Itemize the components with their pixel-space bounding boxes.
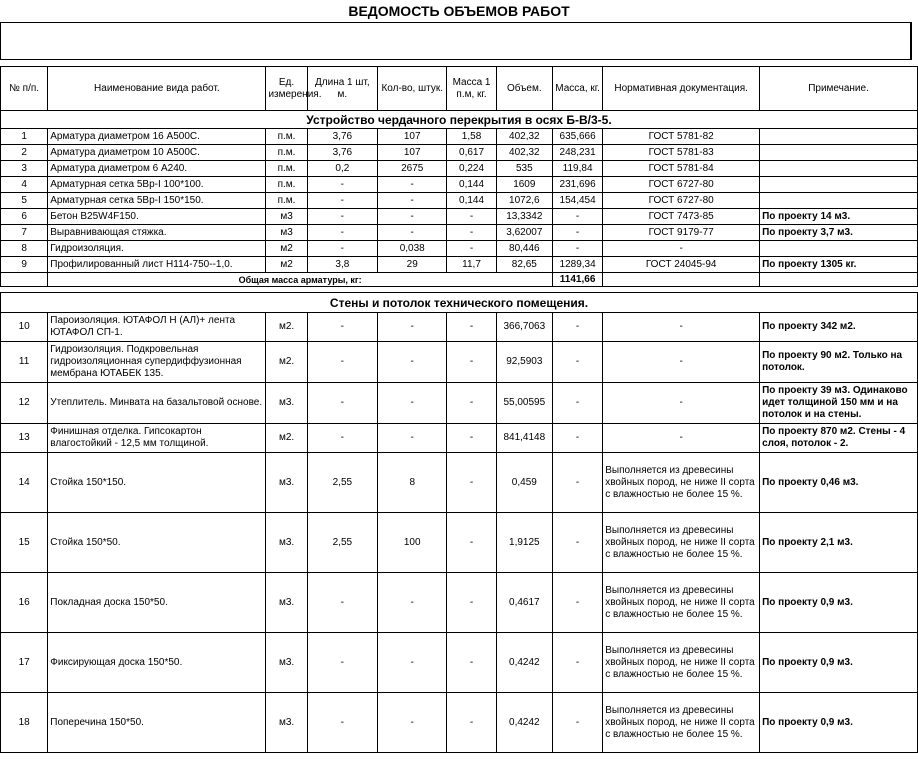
table-row: [1, 383, 918, 424]
cell-unit[interactable]: п.м.: [266, 193, 307, 209]
cell-norm[interactable]: -: [603, 342, 760, 383]
cell-mass[interactable]: -: [552, 633, 602, 693]
cell-unit[interactable]: м2.: [266, 424, 307, 453]
table-row: [1, 633, 918, 693]
cell-num[interactable]: 2: [1, 145, 48, 161]
cell-norm[interactable]: ГОСТ 5781-83: [603, 145, 760, 161]
cell-volume[interactable]: 3,62007: [496, 225, 552, 241]
cell-unit[interactable]: м3.: [266, 383, 307, 424]
cell-volume[interactable]: 402,32: [496, 145, 552, 161]
cell-qty[interactable]: -: [378, 313, 447, 342]
header-mass1: Масса 1 п.м, кг.: [447, 67, 496, 111]
cell-mass1[interactable]: -: [447, 209, 496, 225]
cell-qty[interactable]: -: [378, 573, 447, 633]
cell-unit[interactable]: м3.: [266, 513, 307, 573]
cell-length[interactable]: -: [307, 177, 377, 193]
cell-num[interactable]: 10: [1, 313, 48, 342]
cell-volume[interactable]: 80,446: [496, 241, 552, 257]
section-header: [1, 293, 918, 313]
total-row: [1, 273, 918, 287]
cell-note[interactable]: По проекту 0,46 м3.: [760, 453, 918, 513]
cell-qty[interactable]: 2675: [378, 161, 447, 177]
cell-volume[interactable]: 82,65: [496, 257, 552, 273]
cell-length[interactable]: 0,2: [307, 161, 377, 177]
cell-mass[interactable]: 231,696: [552, 177, 602, 193]
header-num: № п/п.: [1, 67, 48, 111]
cell-norm[interactable]: ГОСТ 6727-80: [603, 193, 760, 209]
table-row: [1, 209, 918, 225]
table-row: [1, 145, 918, 161]
total-value[interactable]: 1141,66: [552, 273, 602, 287]
cell-mass1[interactable]: 11,7: [447, 257, 496, 273]
cell-qty[interactable]: 107: [378, 129, 447, 145]
page-title: ВЕДОМОСТЬ ОБЪЕМОВ РАБОТ: [348, 3, 570, 19]
cell-volume[interactable]: 0,459: [496, 453, 552, 513]
cell-unit[interactable]: м2.: [266, 313, 307, 342]
cell-norm[interactable]: ГОСТ 5781-84: [603, 161, 760, 177]
cell-norm[interactable]: -: [603, 424, 760, 453]
blank-merged-cell[interactable]: [0, 22, 912, 60]
table-row: [1, 129, 918, 145]
cell-length[interactable]: 3,8: [307, 257, 377, 273]
table-row: [1, 193, 918, 209]
cell-name[interactable]: Гидроизоляция.: [48, 241, 266, 257]
cell-note[interactable]: По проекту 0,9 м3.: [760, 573, 918, 633]
cell-mass1[interactable]: 1,58: [447, 129, 496, 145]
cell-mass1[interactable]: -: [447, 313, 496, 342]
cell-norm[interactable]: Выполняется из древесины хвойных пород, не ниже II сорта с влажностью не более 15 %.: [603, 453, 760, 513]
table-row: [1, 453, 918, 513]
cell-volume[interactable]: 92,5903: [496, 342, 552, 383]
cell-norm[interactable]: -: [603, 313, 760, 342]
cell-mass1[interactable]: -: [447, 453, 496, 513]
cell-qty[interactable]: -: [378, 693, 447, 753]
cell-qty[interactable]: -: [378, 424, 447, 453]
cell-note[interactable]: По проекту 3,7 м3.: [760, 225, 918, 241]
cell-unit[interactable]: м2: [266, 257, 307, 273]
cell-unit[interactable]: п.м.: [266, 145, 307, 161]
total-spacer: [1, 273, 48, 287]
cell-name[interactable]: Гидроизоляция. Подкровельная гидроизоляционная супердиффузионная мембрана ЮТАБЕК 135.: [48, 342, 266, 383]
cell-mass[interactable]: 154,454: [552, 193, 602, 209]
cell-name[interactable]: Выравнивающая стяжка.: [48, 225, 266, 241]
cell-qty[interactable]: -: [378, 225, 447, 241]
cell-unit[interactable]: м2: [266, 241, 307, 257]
cell-mass[interactable]: -: [552, 241, 602, 257]
cell-length[interactable]: -: [307, 241, 377, 257]
cell-volume[interactable]: 13,3342: [496, 209, 552, 225]
cell-num[interactable]: 7: [1, 225, 48, 241]
cell-mass[interactable]: -: [552, 225, 602, 241]
cell-mass1[interactable]: -: [447, 241, 496, 257]
cell-mass[interactable]: -: [552, 453, 602, 513]
cell-volume[interactable]: 1609: [496, 177, 552, 193]
cell-note[interactable]: [760, 129, 918, 145]
section-header: [1, 111, 918, 129]
cell-note[interactable]: По проекту 1305 кг.: [760, 257, 918, 273]
cell-name[interactable]: Профилированный лист Н114-750--1,0.: [48, 257, 266, 273]
cell-num[interactable]: 11: [1, 342, 48, 383]
cell-norm[interactable]: Выполняется из древесины хвойных пород, не ниже II сорта с влажностью не более 15 %.: [603, 513, 760, 573]
cell-mass[interactable]: -: [552, 383, 602, 424]
cell-qty[interactable]: -: [378, 383, 447, 424]
cell-mass1[interactable]: -: [447, 383, 496, 424]
header-norm: Нормативная документация.: [603, 67, 760, 111]
total-empty-norm: [603, 273, 760, 287]
cell-volume[interactable]: 1072,6: [496, 193, 552, 209]
cell-num[interactable]: 14: [1, 453, 48, 513]
cell-length[interactable]: -: [307, 633, 377, 693]
section-title: Устройство чердачного перекрытия в осях Б-В/3-5.: [1, 111, 918, 129]
table-row: [1, 513, 918, 573]
cell-num[interactable]: 18: [1, 693, 48, 753]
cell-qty[interactable]: 107: [378, 145, 447, 161]
cell-mass[interactable]: -: [552, 342, 602, 383]
cell-num[interactable]: 13: [1, 424, 48, 453]
cell-unit[interactable]: м3.: [266, 693, 307, 753]
cell-length[interactable]: 3,76: [307, 129, 377, 145]
table-row: [1, 177, 918, 193]
cell-name[interactable]: Стойка 150*150.: [48, 453, 266, 513]
cell-mass1[interactable]: 0,144: [447, 193, 496, 209]
cell-mass[interactable]: -: [552, 693, 602, 753]
cell-unit[interactable]: м3: [266, 209, 307, 225]
table-row: [1, 241, 918, 257]
cell-norm[interactable]: Выполняется из древесины хвойных пород, не ниже II сорта с влажностью не более 15 %.: [603, 573, 760, 633]
table-row: [1, 313, 918, 342]
cell-length[interactable]: -: [307, 209, 377, 225]
cell-volume[interactable]: 1,9125: [496, 513, 552, 573]
cell-unit[interactable]: м3.: [266, 633, 307, 693]
header-row: [1, 67, 918, 111]
cell-volume[interactable]: 0,4617: [496, 573, 552, 633]
cell-name[interactable]: Покладная доска 150*50.: [48, 573, 266, 633]
cell-note[interactable]: [760, 241, 918, 257]
cell-qty[interactable]: -: [378, 633, 447, 693]
cell-name[interactable]: Арматурная сетка 5Вр-I 100*100.: [48, 177, 266, 193]
cell-num[interactable]: 12: [1, 383, 48, 424]
header-volume: Объем.: [496, 67, 552, 111]
cell-length[interactable]: 3,76: [307, 145, 377, 161]
cell-note[interactable]: По проекту 0,9 м3.: [760, 693, 918, 753]
cell-name[interactable]: Арматура диаметром 16 А500С.: [48, 129, 266, 145]
cell-num[interactable]: 6: [1, 209, 48, 225]
cell-mass[interactable]: 248,231: [552, 145, 602, 161]
cell-name[interactable]: Арматурная сетка 5Вр-I 150*150.: [48, 193, 266, 209]
cell-num[interactable]: 9: [1, 257, 48, 273]
header-qty: Кол-во, штук.: [378, 67, 447, 111]
cell-mass[interactable]: -: [552, 424, 602, 453]
cell-name[interactable]: Пароизоляция. ЮТАФОЛ Н (АЛ)+ лента ЮТАФОЛ СП-1.: [48, 313, 266, 342]
cell-norm[interactable]: -: [603, 241, 760, 257]
cell-note[interactable]: По проекту 14 м3.: [760, 209, 918, 225]
cell-mass[interactable]: -: [552, 209, 602, 225]
cell-length[interactable]: -: [307, 383, 377, 424]
header-note: Примечание.: [760, 67, 918, 111]
cell-name[interactable]: Бетон B25W4F150.: [48, 209, 266, 225]
cell-qty[interactable]: 29: [378, 257, 447, 273]
cell-length[interactable]: -: [307, 193, 377, 209]
cell-qty[interactable]: 0,038: [378, 241, 447, 257]
cell-qty[interactable]: -: [378, 342, 447, 383]
table-row: [1, 161, 918, 177]
header-mass: Масса, кг.: [552, 67, 602, 111]
cell-mass1[interactable]: -: [447, 342, 496, 383]
cell-note[interactable]: По проекту 0,9 м3.: [760, 633, 918, 693]
section-title: Стены и потолок технического помещения.: [1, 293, 918, 313]
cell-name[interactable]: Арматура диаметром 10 А500С.: [48, 145, 266, 161]
cell-length[interactable]: -: [307, 424, 377, 453]
cell-qty[interactable]: 100: [378, 513, 447, 573]
table-row: [1, 225, 918, 241]
cell-mass1[interactable]: -: [447, 424, 496, 453]
cell-mass[interactable]: -: [552, 573, 602, 633]
cell-name[interactable]: Поперечина 150*50.: [48, 693, 266, 753]
cell-qty[interactable]: 8: [378, 453, 447, 513]
cell-mass1[interactable]: 0,144: [447, 177, 496, 193]
cell-volume[interactable]: 841,4148: [496, 424, 552, 453]
cell-note[interactable]: [760, 145, 918, 161]
cell-note[interactable]: [760, 177, 918, 193]
cell-mass[interactable]: 1289,34: [552, 257, 602, 273]
cell-volume[interactable]: 0,4242: [496, 633, 552, 693]
cell-norm[interactable]: ГОСТ 6727-80: [603, 177, 760, 193]
cell-note[interactable]: [760, 161, 918, 177]
cell-num[interactable]: 5: [1, 193, 48, 209]
total-empty-note: [760, 273, 918, 287]
cell-mass1[interactable]: -: [447, 633, 496, 693]
cell-unit[interactable]: п.м.: [266, 129, 307, 145]
cell-length[interactable]: -: [307, 693, 377, 753]
cell-num[interactable]: 1: [1, 129, 48, 145]
cell-num[interactable]: 17: [1, 633, 48, 693]
cell-qty[interactable]: -: [378, 209, 447, 225]
table-row: [1, 342, 918, 383]
cell-note[interactable]: По проекту 39 м3. Одинаково идет толщиной 150 мм и на потолок и на стены.: [760, 383, 918, 424]
cell-qty[interactable]: -: [378, 177, 447, 193]
cell-length[interactable]: -: [307, 313, 377, 342]
cell-volume[interactable]: 0,4242: [496, 693, 552, 753]
total-label: Общая масса арматуры, кг:: [48, 273, 553, 287]
cell-note[interactable]: По проекту 2,1 м3.: [760, 513, 918, 573]
cell-name[interactable]: Фиксирующая доска 150*50.: [48, 633, 266, 693]
table-row: [1, 693, 918, 753]
table-row: [1, 257, 918, 273]
cell-volume[interactable]: 402,32: [496, 129, 552, 145]
cell-mass1[interactable]: 0,617: [447, 145, 496, 161]
cell-unit[interactable]: п.м.: [266, 161, 307, 177]
header-name: Наименование вида работ.: [48, 67, 266, 111]
cell-unit[interactable]: п.м.: [266, 177, 307, 193]
cell-length[interactable]: -: [307, 342, 377, 383]
cell-unit[interactable]: м3.: [266, 453, 307, 513]
cell-volume[interactable]: 366,7063: [496, 313, 552, 342]
header-length: Длина 1 шт, м.: [307, 67, 377, 111]
cell-unit[interactable]: м2.: [266, 342, 307, 383]
cell-norm[interactable]: ГОСТ 9179-77: [603, 225, 760, 241]
cell-num[interactable]: 3: [1, 161, 48, 177]
cell-name[interactable]: Финишная отделка. Гипсокартон влагостойкий - 12,5 мм толщиной.: [48, 424, 266, 453]
table-row: [1, 424, 918, 453]
cell-name[interactable]: Стойка 150*50.: [48, 513, 266, 573]
cell-note[interactable]: По проекту 90 м2. Только на потолок.: [760, 342, 918, 383]
cell-mass[interactable]: -: [552, 513, 602, 573]
cell-num[interactable]: 8: [1, 241, 48, 257]
cell-num[interactable]: 15: [1, 513, 48, 573]
cell-mass1[interactable]: -: [447, 693, 496, 753]
cell-name[interactable]: Арматура диаметром 6 А240.: [48, 161, 266, 177]
cell-qty[interactable]: -: [378, 193, 447, 209]
cell-norm[interactable]: ГОСТ 7473-85: [603, 209, 760, 225]
cell-mass[interactable]: 635,666: [552, 129, 602, 145]
cell-note[interactable]: По проекту 870 м2. Стены - 4 слоя, потолок - 2.: [760, 424, 918, 453]
cell-length[interactable]: -: [307, 225, 377, 241]
cell-length[interactable]: -: [307, 573, 377, 633]
cell-length[interactable]: 2,55: [307, 453, 377, 513]
cell-num[interactable]: 16: [1, 573, 48, 633]
cell-mass[interactable]: -: [552, 313, 602, 342]
header-unit: Ед. измерения.: [266, 67, 307, 111]
cell-mass1[interactable]: 0,224: [447, 161, 496, 177]
cell-mass1[interactable]: -: [447, 513, 496, 573]
cell-norm[interactable]: ГОСТ 24045-94: [603, 257, 760, 273]
cell-norm[interactable]: -: [603, 383, 760, 424]
cell-unit[interactable]: м3: [266, 225, 307, 241]
cell-volume[interactable]: 55,00595: [496, 383, 552, 424]
cell-num[interactable]: 4: [1, 177, 48, 193]
works-table: [0, 66, 918, 753]
cell-norm[interactable]: Выполняется из древесины хвойных пород, не ниже II сорта с влажностью не более 15 %.: [603, 633, 760, 693]
cell-length[interactable]: 2,55: [307, 513, 377, 573]
cell-volume[interactable]: 535: [496, 161, 552, 177]
cell-mass1[interactable]: -: [447, 573, 496, 633]
cell-norm[interactable]: ГОСТ 5781-82: [603, 129, 760, 145]
cell-mass1[interactable]: -: [447, 225, 496, 241]
cell-unit[interactable]: м3.: [266, 573, 307, 633]
cell-name[interactable]: Утеплитель. Минвата на базальтовой основе.: [48, 383, 266, 424]
table-row: [1, 573, 918, 633]
cell-mass[interactable]: 119,84: [552, 161, 602, 177]
cell-note[interactable]: По проекту 342 м2.: [760, 313, 918, 342]
cell-norm[interactable]: Выполняется из древесины хвойных пород, не ниже II сорта с влажностью не более 15 %.: [603, 693, 760, 753]
cell-note[interactable]: [760, 193, 918, 209]
